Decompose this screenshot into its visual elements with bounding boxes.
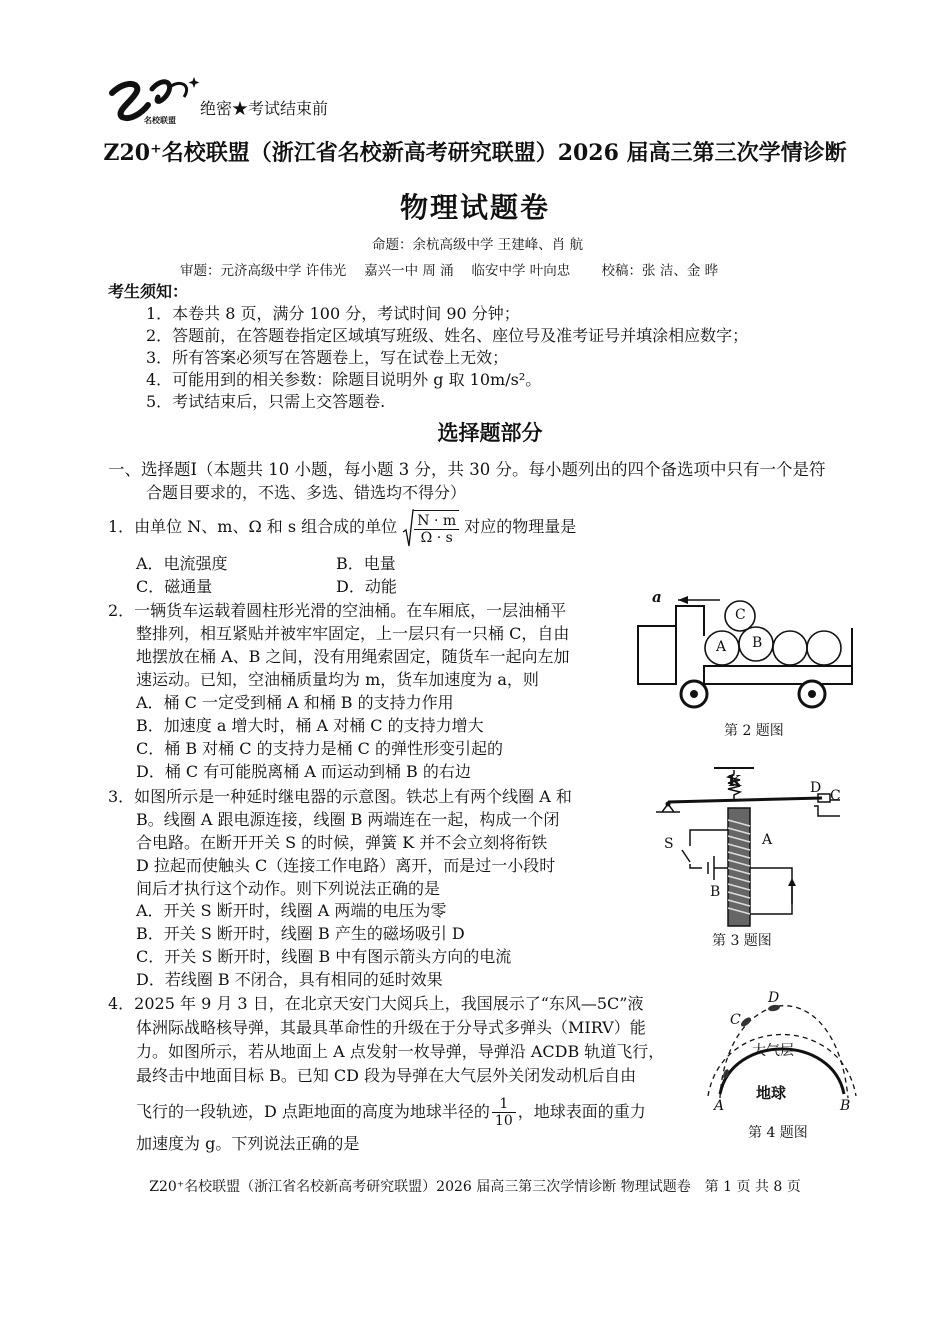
q1-frac-num: N · m — [414, 513, 459, 530]
q1-stem-pre: 1．由单位 N、m、Ω 和 s 组合成的单位 — [108, 517, 398, 536]
q1-option-d: D．动能 — [336, 577, 397, 596]
page-footer: Z20⁺名校联盟（浙江省名校新高考研究联盟）2026 届高三第三次学情诊断 物理试题卷 第 1 页 共 8 页 — [149, 1179, 801, 1195]
q4-label-C: C — [730, 1012, 741, 1028]
q2-option-a: A．桶 C 一定受到桶 A 和桶 B 的支持力作用 — [136, 693, 454, 712]
q3-relay-figure — [642, 764, 852, 928]
q2-option-c: C．桶 B 对桶 C 的支持力是桶 C 的弹性形变引起的 — [136, 739, 504, 758]
q4-stem-line: 最终击中地面目标 B。已知 CD 段为导弹在大气层外关闭发动机后自由 — [136, 1066, 637, 1085]
q3-stem-line: B。线圈 A 跟电源连接，线圈 B 两端连在一起，构成一个闭 — [136, 810, 560, 829]
section-title: 选择题部分 — [437, 420, 543, 445]
q4-line5-pre: 飞行的一段轨迹，D 点距地面的高度为地球半径的 — [136, 1102, 490, 1121]
q4-label-A: A — [714, 1098, 725, 1114]
q4-stem-line: 4．2025 年 9 月 3 日，在北京天安门大阅兵上，我国展示了“东风—5C”液 — [108, 994, 644, 1013]
q4-label-earth: 地球 — [756, 1084, 787, 1102]
q4-label-D: D — [768, 990, 780, 1006]
q1-stem-post: 对应的物理量是 — [464, 517, 577, 536]
paper-title: 物理试题卷 — [399, 191, 550, 224]
q2-stem-line: 速运动。已知，空油桶质量均为 m，货车加速度为 a，则 — [136, 670, 539, 689]
q3-option-d: D．若线圈 B 不闭合，具有相同的延时效果 — [136, 970, 443, 989]
q4-line5-post: ，地球表面的重力 — [517, 1102, 646, 1121]
q3-option-a: A．开关 S 断开时，线圈 A 两端的电压为零 — [136, 901, 447, 920]
sqrt-sign-icon — [402, 508, 414, 548]
q2-figure-caption: 第 2 题图 — [724, 723, 784, 739]
q3-stem-line: 3．如图所示是一种延时继电器的示意图。铁芯上有两个线圈 A 和 — [108, 787, 572, 806]
question-1-stem — [108, 506, 576, 548]
q1-unit-sqrt — [402, 507, 459, 549]
q3-stem-line: 合电路。在断开开关 S 的时候，弹簧 K 并不会立刻将衔铁 — [136, 833, 548, 852]
exam-title: Z20⁺名校联盟（浙江省名校新高考研究联盟）2026 届高三第三次学情诊断 — [103, 140, 847, 166]
proposer-line: 命题：余杭高级中学 王建峰、肖 航 — [372, 237, 584, 253]
reviewers-line: 审题：元济高级中学 许伟光 嘉兴一中 周 涌 临安中学 叶向忠 校稿：张 洁、金 晔 — [180, 263, 719, 279]
notice-item: 5．考试结束后，只需上交答题卷. — [146, 392, 386, 411]
q1-option-c: C．磁通量 — [136, 577, 213, 596]
q4-stem-line5 — [136, 1094, 646, 1130]
q2-truck-figure — [632, 588, 862, 714]
part1-instructions-cont: 合题目要求的，不选、多选、错选均不得分） — [146, 483, 467, 502]
q2-option-b: B．加速度 a 增大时，桶 A 对桶 C 的支持力增大 — [136, 716, 484, 735]
q2-stem-line: 2．一辆货车运载着圆柱形光滑的空油桶。在车厢底，一层油桶平 — [108, 601, 567, 620]
q2-label-C: C — [735, 607, 746, 623]
alliance-logo — [108, 75, 200, 130]
q3-label-C: C — [830, 788, 841, 804]
q2-stem-line: 地摆放在桶 A、B 之间，没有用绳索固定，随货车一起向左加 — [136, 647, 570, 666]
q2-option-d: D．桶 C 有可能脱离桶 A 而运动到桶 B 的右边 — [136, 762, 471, 781]
q3-stem-line: D 拉起而使触头 C（连接工作电路）离开，而是过一小段时 — [136, 856, 556, 875]
notice-item: 1．本卷共 8 页，满分 100 分，考试时间 90 分钟； — [146, 304, 520, 323]
q4-trajectory-figure — [702, 990, 862, 1118]
part1-instructions: 一、选择题Ⅰ（本题共 10 小题，每小题 3 分，共 30 分。每小题列出的四个备选项中只有一个是符 — [108, 460, 826, 479]
notice-item: 2．答题前，在答题卷指定区域填写班级、姓名、座位号及准考证号并填涂相应数字； — [146, 326, 749, 345]
q1-option-a: A．电流强度 — [136, 554, 228, 573]
q4-label-B: B — [840, 1098, 851, 1114]
q3-option-c: C．开关 S 断开时，线圈 B 中有图示箭头方向的电流 — [136, 947, 512, 966]
q3-label-K: K — [728, 772, 742, 790]
q3-label-A: A — [762, 832, 773, 848]
q4-label-atmosphere: 大气层 — [752, 1043, 794, 1059]
q2-label-B: B — [752, 635, 763, 651]
q4-stem-line6: 加速度为 g。下列说法正确的是 — [136, 1134, 360, 1153]
q3-label-D: D — [810, 780, 822, 796]
notice-item: 4．可能用到的相关参数：除题目说明外 g 取 10m/s²。 — [146, 370, 542, 389]
q4-stem-line: 力。如图所示，若从地面上 A 点发射一枚导弹，导弹沿 ACDB 轨道飞行， — [136, 1042, 665, 1061]
q4-frac-num: 1 — [492, 1096, 516, 1113]
q4-stem-line: 体洲际战略核导弹，其最具革命性的升级在于分导式多弹头（MIRV）能 — [136, 1018, 646, 1037]
q3-figure-caption: 第 3 题图 — [712, 933, 772, 949]
q3-label-S: S — [664, 836, 674, 852]
q2-label-a: a — [652, 588, 662, 606]
q2-label-A: A — [716, 639, 727, 655]
q3-label-B: B — [710, 884, 721, 900]
q2-stem-line: 整排列，相互紧贴并被牢牢固定，上一层只有一只桶 C，自由 — [136, 624, 570, 643]
q3-stem-line: 间后才执行这个动作。则下列说法正确的是 — [136, 879, 441, 898]
secret-label: 绝密★考试结束前 — [200, 99, 329, 118]
notice-title: 考生须知： — [108, 282, 189, 301]
q3-option-b: B．开关 S 断开时，线圈 B 产生的磁场吸引 D — [136, 924, 465, 943]
notice-item: 3．所有答案必须写在答题卷上，写在试卷上无效； — [146, 348, 509, 367]
q1-option-b: B．电量 — [336, 554, 396, 573]
logo-caption: 名校联盟 — [144, 116, 176, 125]
q4-frac-den: 10 — [494, 1113, 513, 1129]
q4-figure-caption: 第 4 题图 — [748, 1125, 808, 1141]
q1-frac-den: Ω · s — [420, 530, 453, 546]
